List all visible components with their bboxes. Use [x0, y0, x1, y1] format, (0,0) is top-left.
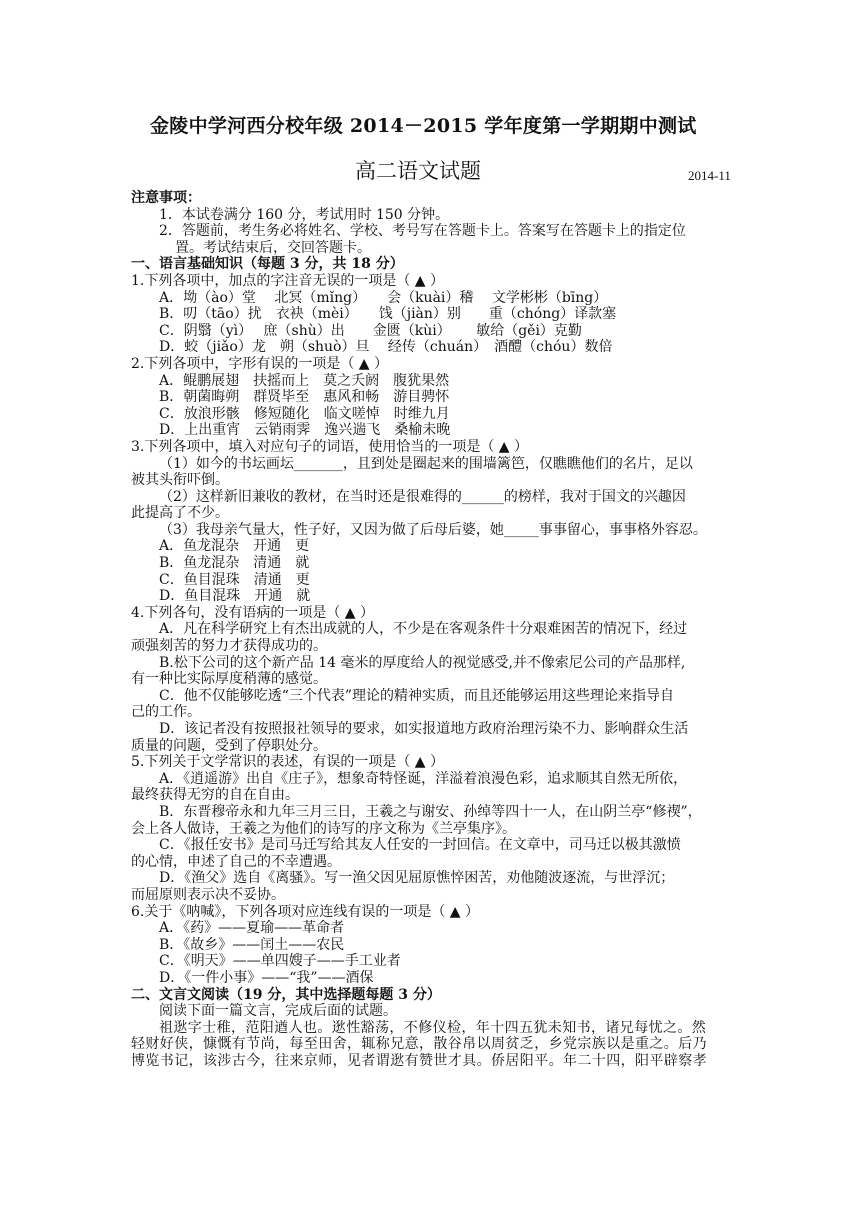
question-option-cont: 会上各人做诗，王羲之为他们的诗写的序文称为《兰亭集序》。	[131, 820, 516, 837]
question-option-cont: 最终获得无穷的自在自由。	[131, 787, 299, 804]
question-option-cont: 顽强刻苦的努力才获得成功的。	[131, 638, 327, 655]
notice-item: 2．答题前，考生务必将姓名、学校、考号写在答题卡上。答案写在答题卡上的指定位	[159, 223, 686, 240]
exam-subtitle: 高二语文试题	[355, 159, 481, 183]
question-option: C．《报任安书》是司马迁写给其友人任安的一封回信。在文章中，司马迁以极其激愤	[159, 837, 681, 854]
question-option-cont: 而屈原则表示决不妥协。	[131, 886, 285, 903]
passage-line: 轻财好侠，慷慨有节尚，每至田舍，辄称兄意，散谷帛以周贫乏，乡党宗族以是重之。后乃	[131, 1036, 707, 1053]
question-option-cont: 有一种比实际厚度稍薄的感觉。	[131, 671, 327, 688]
question-stem: 4.下列各句，没有语病的一项是（ ▲ ）	[131, 604, 375, 621]
question-option: D．蛟（jiǎo）龙 朔（shuò）旦 经传（chuán） 酒醴（chóu）数倍	[159, 339, 613, 356]
question-option: B.松下公司的这个新产品 14 毫米的厚度给人的视觉感受,并不像索尼公司的产品那样,	[159, 654, 686, 671]
question-option-cont: 的心情，申述了自己的不幸遭遇。	[131, 853, 341, 870]
question-option: A．坳（ào）堂 北冥（mǐng） 会（kuài）稽 文学彬彬（bīng）	[159, 289, 608, 306]
question-option: C．《明天》——单四嫂子——手工业者	[159, 953, 401, 970]
question-stem: 6.关于《呐喊》，下列各项对应连线有误的一项是（ ▲ ）	[131, 903, 480, 920]
question-option: D．鱼目混珠 开通 就	[159, 588, 311, 605]
question-stem: 1.下列各项中，加点的字注音无误的一项是（ ▲ ）	[131, 272, 445, 289]
notice-heading: 注意事项：	[131, 190, 201, 206]
question-option: B．东晋穆帝永和九年三月三日，王羲之与谢安、孙绰等四十一人，在山阴兰亭“修禊”，	[159, 803, 702, 820]
question-option: A．《药》——夏瑜——革命者	[159, 920, 345, 937]
question-option-cont: 己的工作。	[131, 704, 201, 721]
question-stem: 5.下列关于文学常识的表述，有误的一项是（ ▲ ）	[131, 754, 445, 771]
question-option: C．他不仅能够吃透“三个代表”理论的精神实质，而且还能够运用这些理论来指导自	[159, 687, 675, 704]
question-option: D．上出重宵 云销雨霁 逸兴遄飞 桑榆未晚	[159, 422, 451, 439]
question-stem: 3.下列各项中，填入对应句子的词语，使用恰当的一项是（ ▲ ）	[131, 438, 529, 455]
exam-title: 金陵中学河西分校年级 2014－2015 学年度第一学期期中测试	[150, 115, 697, 137]
question-option: C．鱼目混珠 清通 更	[159, 571, 310, 588]
question-option: C．阴翳（yì） 庶（shù）出 金匮（kùi） 敏给（gěi）克勤	[159, 322, 582, 339]
reading-intro: 阅读下面一篇文言，完成后面的试题。	[159, 1003, 397, 1020]
question-option: A．凡在科学研究上有杰出成就的人，不少是在客观条件十分艰难困苦的情况下，经过	[159, 621, 688, 638]
question-option: B．鱼龙混杂 清通 就	[159, 555, 310, 572]
notice-item: 置。考试结束后，交回答题卡。	[175, 239, 371, 256]
question-option: B．《故乡》——闰土——农民	[159, 936, 345, 953]
question-stem: 2.下列各项中，字形有误的一项是（ ▲ ）	[131, 355, 389, 372]
question-sentence: （2）这样新旧兼收的教材，在当时还是很难得的______的榜样，我对于国文的兴趣因	[159, 488, 686, 505]
question-option-cont: 质量的问题，受到了停职处分。	[131, 737, 327, 754]
exam-date: 2014-11	[688, 168, 731, 183]
section-heading: 一、语言基础知识（每题 3 分，共 18 分）	[131, 256, 404, 273]
exam-body	[131, 190, 741, 1069]
question-option: B．叨（tāo）扰 衣袂（mèi） 饯（jiàn）别 重（chóng）译款塞	[159, 306, 617, 323]
question-option: D．《一件小事》——“我”——酒保	[159, 969, 374, 986]
question-sentence: （1）如今的书坛画坛_______，且到处是圈起来的围墙篱笆，仅瞧瞧他们的名片，足以	[159, 455, 693, 472]
question-option: C．放浪形骸 修短随化 临文嗟悼 时维九月	[159, 405, 450, 422]
question-sentence: 此提高了不少。	[131, 505, 229, 522]
passage-line: 博览书记，该涉古今，往来京师，见者谓逖有赞世才具。侨居阳平。年二十四，阳平辟察孝	[131, 1052, 707, 1069]
question-option: A．《逍遥游》出自《庄子》，想象奇特怪诞，洋溢着浪漫色彩，追求顺其自然无所依，	[159, 770, 688, 787]
question-option: D．该记者没有按照报社领导的要求，如实报道地方政府治理污染不力、影响群众生活	[159, 721, 689, 737]
section-heading: 二、文言文阅读（19 分，其中选择题每题 3 分）	[131, 986, 441, 1003]
question-sentence: 被其头衔吓倒。	[131, 472, 229, 489]
passage-line: 祖逖字士稚，范阳遒人也。逖性豁荡，不修仪检，年十四五犹未知书，诸兄每忧之。然	[159, 1019, 707, 1036]
notice-item: 1．本试卷满分 160 分，考试用时 150 分钟。	[159, 206, 450, 223]
question-option: A．鲲鹏展翅 扶摇而上 莫之夭阏 腹犹果然	[159, 372, 450, 389]
question-sentence: （3）我母亲气量大，性子好，又因为做了后母后婆，她_____事事留心，事事格外容忍。	[159, 521, 707, 538]
question-option: B．朝菌晦朔 群贤毕至 惠风和畅 游目骋怀	[159, 389, 450, 406]
question-option: A．鱼龙混杂 开通 更	[159, 538, 310, 555]
question-option: D．《渔父》选自《离骚》。写一渔父因见屈原憔悴困苦，劝他随波逐流，与世浮沉；	[159, 870, 675, 887]
